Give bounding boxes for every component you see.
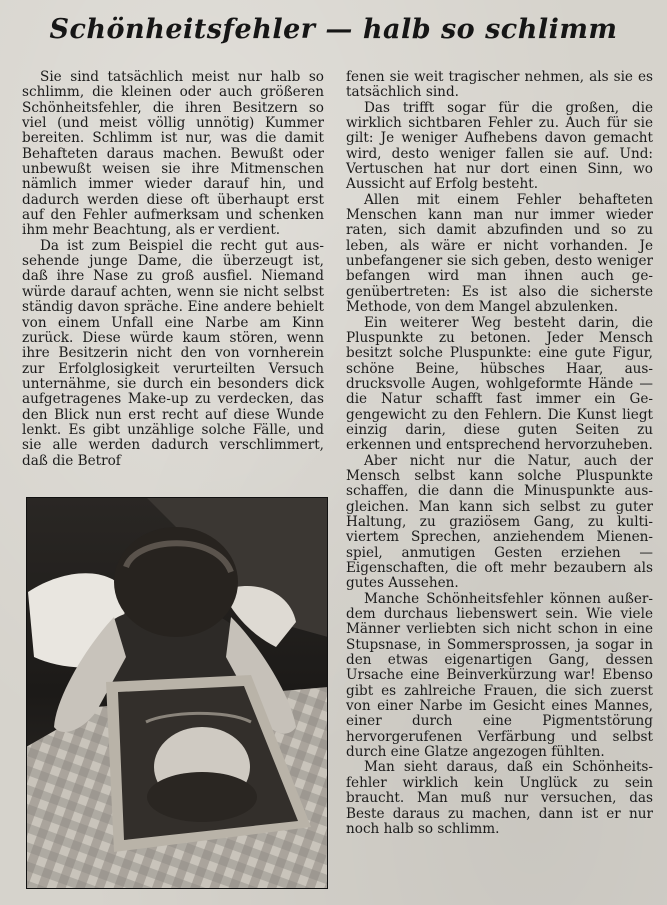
article-photo: [26, 497, 328, 889]
paragraph: Man sieht daraus, daß ein Schönheitsfehler wirklich kein Unglück zu sein braucht. Man muß nur versuchen, das Beste daraus zu machen, dann ist er nur noch halb so schlimm.: [346, 759, 653, 837]
article-headline: Schönheitsfehler — halb so schlimm: [49, 14, 618, 45]
paragraph: Da ist zum Beispiel die recht gut aussehende junge Dame, die überzeugt ist, daß ihre Nase zu groß ausfiel. Niemand würde darauf achten, wenn sie nicht selbst ständig davon spräche. Eine andere behielt von einem Unfall eine Narbe am Kinn zurück. Diese würde kaum stören, wenn ihre Besitzerin nicht den von vornherein zur Erfolglosigkeit verurteilten Versuch unternähme, sie durch ein besonders dick aufgetragenes Make-up zu verdecken, das den Blick nun erst recht auf diese Wunde lenkt. Es gibt unzählige solche Fälle, und sie alle werden dadurch verschlimmert, daß die Betrof: [22, 237, 324, 469]
paragraph: Ein weiterer Weg besteht darin, die Pluspunkte zu betonen. Jeder Mensch besitzt solche Pluspunkte: eine gute Figur, schöne Beine, hübsches Haar, ausdrucksvolle Augen, wohlgeformte Hände — die Natur schafft fast immer ein Gegengewicht zu den Fehlern. Die Kunst liegt einzig darin, diese guten Seiten zu erkennen und entsprechend hervorzuheben.: [346, 314, 653, 454]
left-column: [22, 70, 324, 469]
right-column: [346, 70, 653, 837]
paragraph: Sie sind tatsächlich meist nur halb so schlimm, die kleinen oder auch größeren Schönheitsfehler, die ihren Besitzern so viel (und meist völlig unnötig) Kummer bereiten. Schlimm ist nur, was die damit Behafteten daraus machen. Bewußt oder unbewußt weisen sie ihre Mitmenschen nämlich immer wieder darauf hin, und dadurch werden diese oft überhaupt erst auf den Fehler aufmerksam und schenken ihm mehr Beachtung, als er verdient.: [22, 69, 324, 239]
paragraph: fenen sie weit tragischer nehmen, als sie es tatsächlich sind.: [346, 69, 653, 101]
paragraph: Manche Schönheitsfehler können außerdem durchaus liebenswert sein. Wie viele Männer verliebten sich nicht schon in eine Stupsnase, in Sommersprossen, ja sogar in den etwas eigenartigen Gang, dessen Ursache eine Beinverkürzung war! Ebenso gibt es zahlreiche Frauen, die sich zuerst von einer Narbe im Gesicht eines Mannes, einer durch eine Pigmentstörung hervorgerufenen Verfärbung und selbst durch eine Glatze angezogen fühlten.: [346, 590, 653, 761]
paragraph: Das trifft sogar für die großen, die wirklich sichtbaren Fehler zu. Auch für sie gilt: Je weniger Aufhebens davon gemacht wird, desto weniger fallen sie auf. Und: Vertuschen hat nur dort einen Sinn, wo Aussicht auf Erfolg besteht.: [346, 99, 653, 193]
paragraph: Aber nicht nur die Natur, auch der Mensch selbst kann solche Pluspunkte schaffen, die dann die Minuspunkte ausgleichen. Man kann sich selbst zu guter Haltung, zu graziösem Gang, zu kultiviertem Sprechen, anziehendem Mienenspiel, anmutigen Gesten erziehen — Eigenschaften, die oft mehr bezaubern als gutes Aussehen.: [346, 452, 653, 592]
photo-woman-with-mirror-icon: [26, 497, 328, 889]
paragraph: Allen mit einem Fehler behafteten Menschen kann man nur immer wieder raten, sich damit abzufinden und so zu leben, als wäre er nicht vorhanden. Je unbefangener sie sich geben, desto weniger befangen wird man ihnen auch gegenübertreten: Es ist also die sicherste Methode, von dem Mangel abzulenken.: [346, 191, 653, 316]
